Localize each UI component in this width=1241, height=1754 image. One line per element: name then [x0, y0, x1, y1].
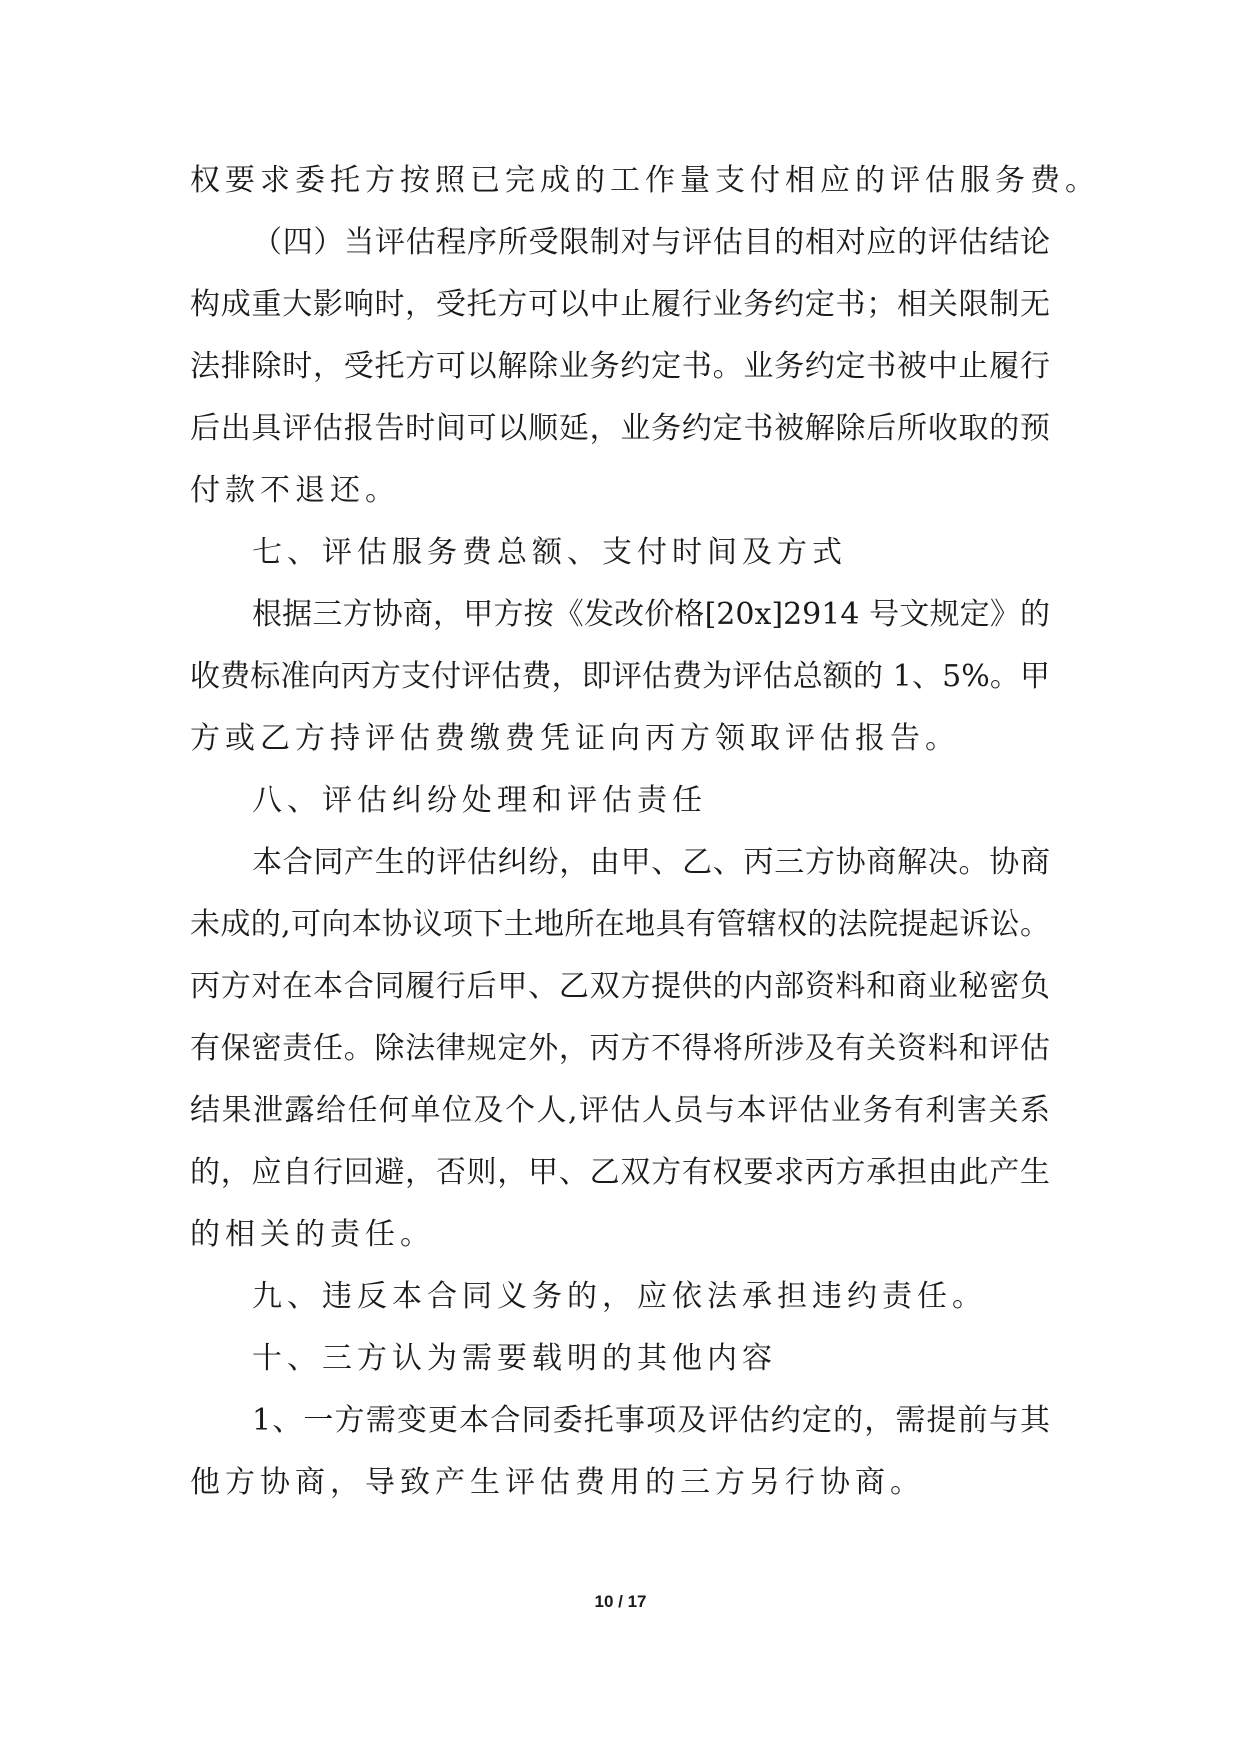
text-line: 方或乙方持评估费缴费凭证向丙方领取评估报告。 — [190, 721, 960, 756]
text-line: 他方协商，导致产生评估费用的三方另行协商。 — [190, 1465, 925, 1500]
text-line: 付款不退还。 — [190, 473, 400, 508]
text-line: 构成重大影响时，受托方可以中止履行业务约定书；相关限制无 — [190, 287, 1050, 322]
section-heading: 八、评估纠纷处理和评估责任 — [252, 783, 707, 818]
text-line: 有保密责任。除法律规定外，丙方不得将所涉及有关资料和评估 — [190, 1031, 1050, 1066]
text-line: 后出具评估报告时间可以顺延，业务约定书被解除后所收取的预 — [190, 411, 1050, 446]
section-heading: 七、评估服务费总额、支付时间及方式 — [252, 535, 847, 570]
text-line: 1、一方需变更本合同委托事项及评估约定的，需提前与其 — [252, 1403, 1050, 1438]
text-line: 丙方对在本合同履行后甲、乙双方提供的内部资料和商业秘密负 — [190, 969, 1050, 1004]
body-text — [190, 150, 1100, 1514]
section-heading: 九、违反本合同义务的，应依法承担违约责任。 — [252, 1279, 987, 1314]
text-line: 根据三方协商，甲方按《发改价格[20x]2914 号文规定》的 — [252, 597, 1050, 632]
text-line: 权要求委托方按照已完成的工作量支付相应的评估服务费。 — [190, 163, 1100, 198]
text-line: 未成的,可向本协议项下土地所在地具有管辖权的法院提起诉讼。 — [190, 907, 1050, 942]
section-heading: 十、三方认为需要载明的其他内容 — [252, 1341, 777, 1376]
text-line: 的，应自行回避，否则，甲、乙双方有权要求丙方承担由此产生 — [190, 1155, 1050, 1190]
page-number: 10 / 17 — [594, 1592, 647, 1611]
text-line: 本合同产生的评估纠纷，由甲、乙、丙三方协商解决。协商 — [252, 845, 1050, 880]
text-line: （四）当评估程序所受限制对与评估目的相对应的评估结论 — [252, 225, 1050, 260]
text-line: 结果泄露给任何单位及个人,评估人员与本评估业务有利害关系 — [190, 1093, 1050, 1128]
text-line: 收费标准向丙方支付评估费，即评估费为评估总额的 1、5%。甲 — [190, 659, 1050, 694]
text-line: 法排除时，受托方可以解除业务约定书。业务约定书被中止履行 — [190, 349, 1050, 384]
text-line: 的相关的责任。 — [190, 1217, 435, 1252]
